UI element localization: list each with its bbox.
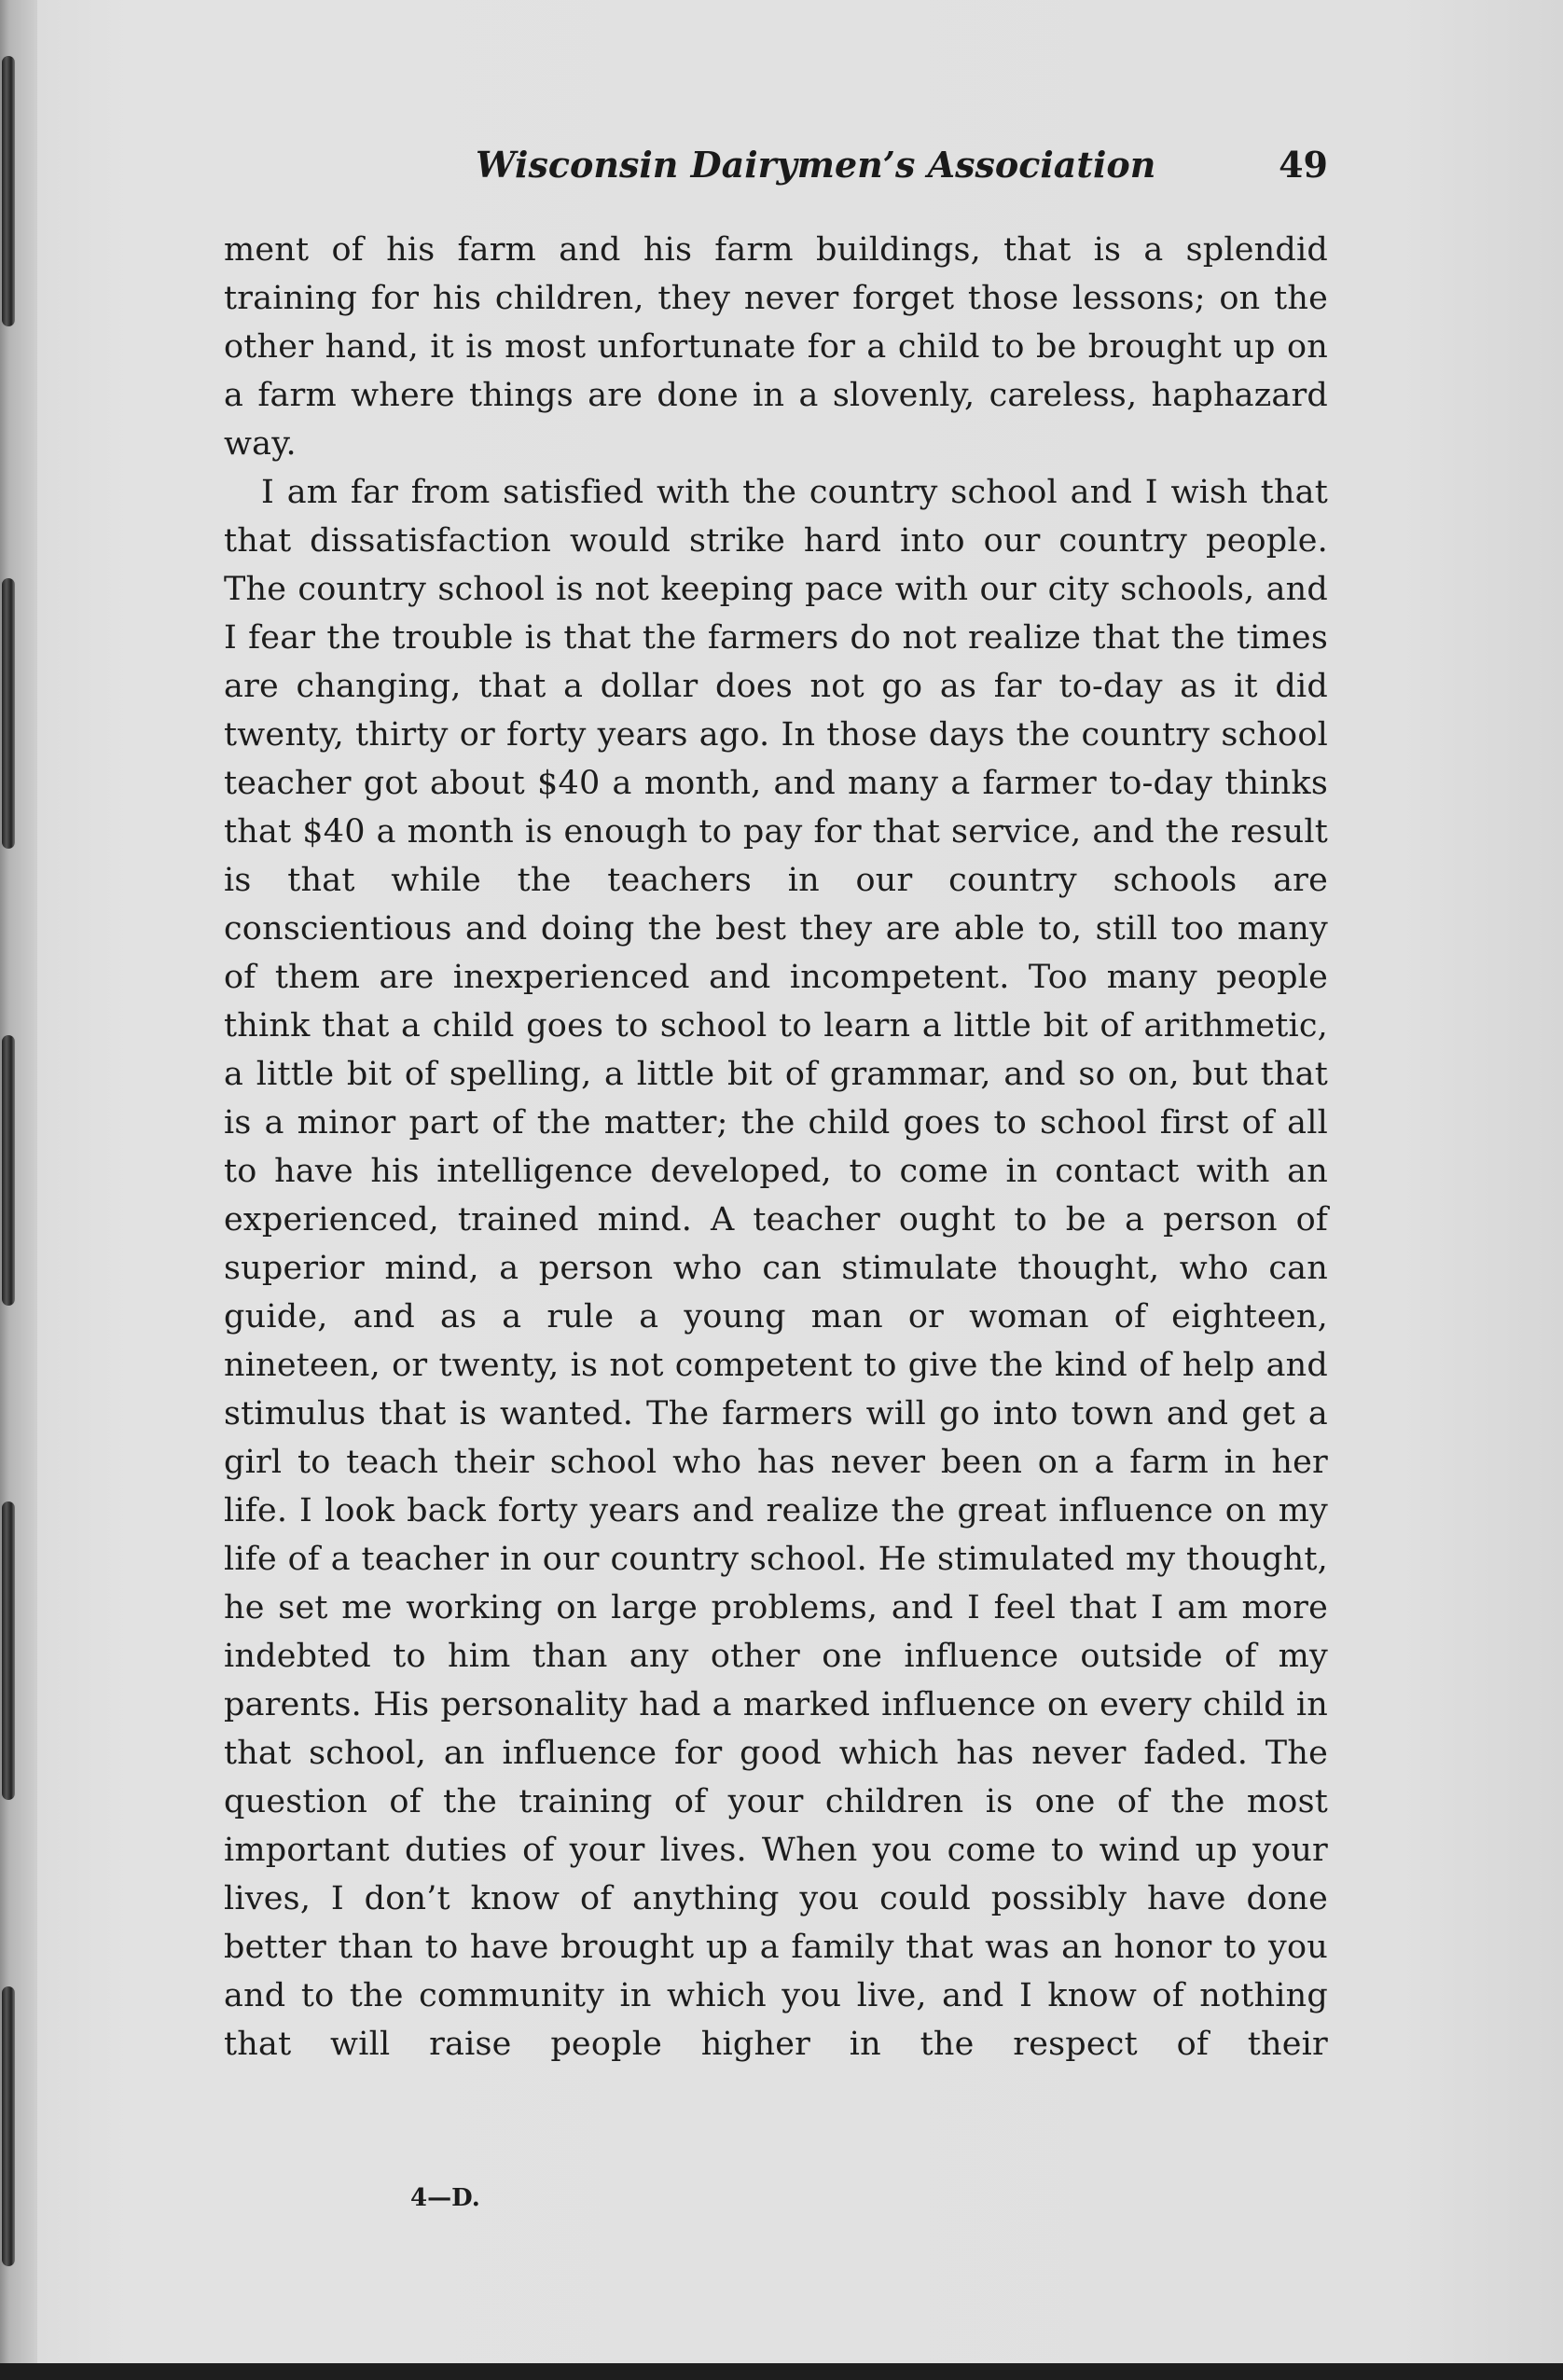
binding-staple bbox=[2, 1035, 15, 1306]
page-number: 49 bbox=[1279, 144, 1328, 186]
body-text bbox=[224, 226, 1328, 2069]
paragraph: ment of his farm and his farm buildings, that is a splendid training for his children, they never forget those lessons; on the other hand, it is most unfortunate for a child to be brought up on a farm where things are done in a slovenly, careless, haphazard way. bbox=[224, 231, 1328, 463]
page-header bbox=[224, 140, 1328, 196]
scan-edge bbox=[0, 2363, 1563, 2380]
binding-staple bbox=[2, 1501, 15, 1800]
running-title: Wisconsin Dairymen’s Association bbox=[476, 144, 1156, 186]
binding-staple bbox=[2, 56, 15, 326]
page-binding bbox=[0, 0, 37, 2380]
binding-staple bbox=[2, 578, 15, 849]
paragraph: I am far from satisfied with the country school and I wish that that dissatisfaction would strike hard into our country people. The country school is not keeping pace with our city schools, and I fear the trouble is that the farmers do not realize that the times are changing, that a dollar does not go as far to-day as it did twenty, thirty or forty years ago. In those days the country school teacher got about $40 a month, and many a farmer to-day thinks that $40 a month is enough to pay for that service, and the result is that while the teachers in our country schools are conscientious and doing the best they are able to, still too many of them are inexperienced and incompetent. Too many people think that a child goes to school to learn a little bit of arithmetic, a little bit of spelling, a little bit of grammar, and so on, but that is a minor part of the matter; the child goes to school first of all to have his intelligence developed, to come in contact with an experienced, trained mind. A teacher ought to be a person of superior mind, a person who can stimulate thought, who can guide, and as a rule a young man or woman of eighteen, nineteen, or twenty, is not competent to give the kind of help and stimulus that is wanted. The farmers will go into town and get a girl to teach their school who has never been on a farm in her life. I look back forty years and realize the great influence on my life of a teacher in our country school. He stimulated my thought, he set me working on large problems, and I feel that I am more indebted to him than any other one influence outside of my parents. His personality had a marked influence on every child in that school, an influence for good which has never faded. The question of the training of your children is one of the most important duties of your lives. When you come to wind up your lives, I don’t know of anything you could possibly have done better than to have brought up a family that was an honor to you and to the community in which you live, and I know of nothing that will raise people higher in the respect of their bbox=[224, 474, 1328, 2063]
binding-staple bbox=[2, 1986, 15, 2266]
signature-mark: 4—D. bbox=[410, 2184, 480, 2212]
